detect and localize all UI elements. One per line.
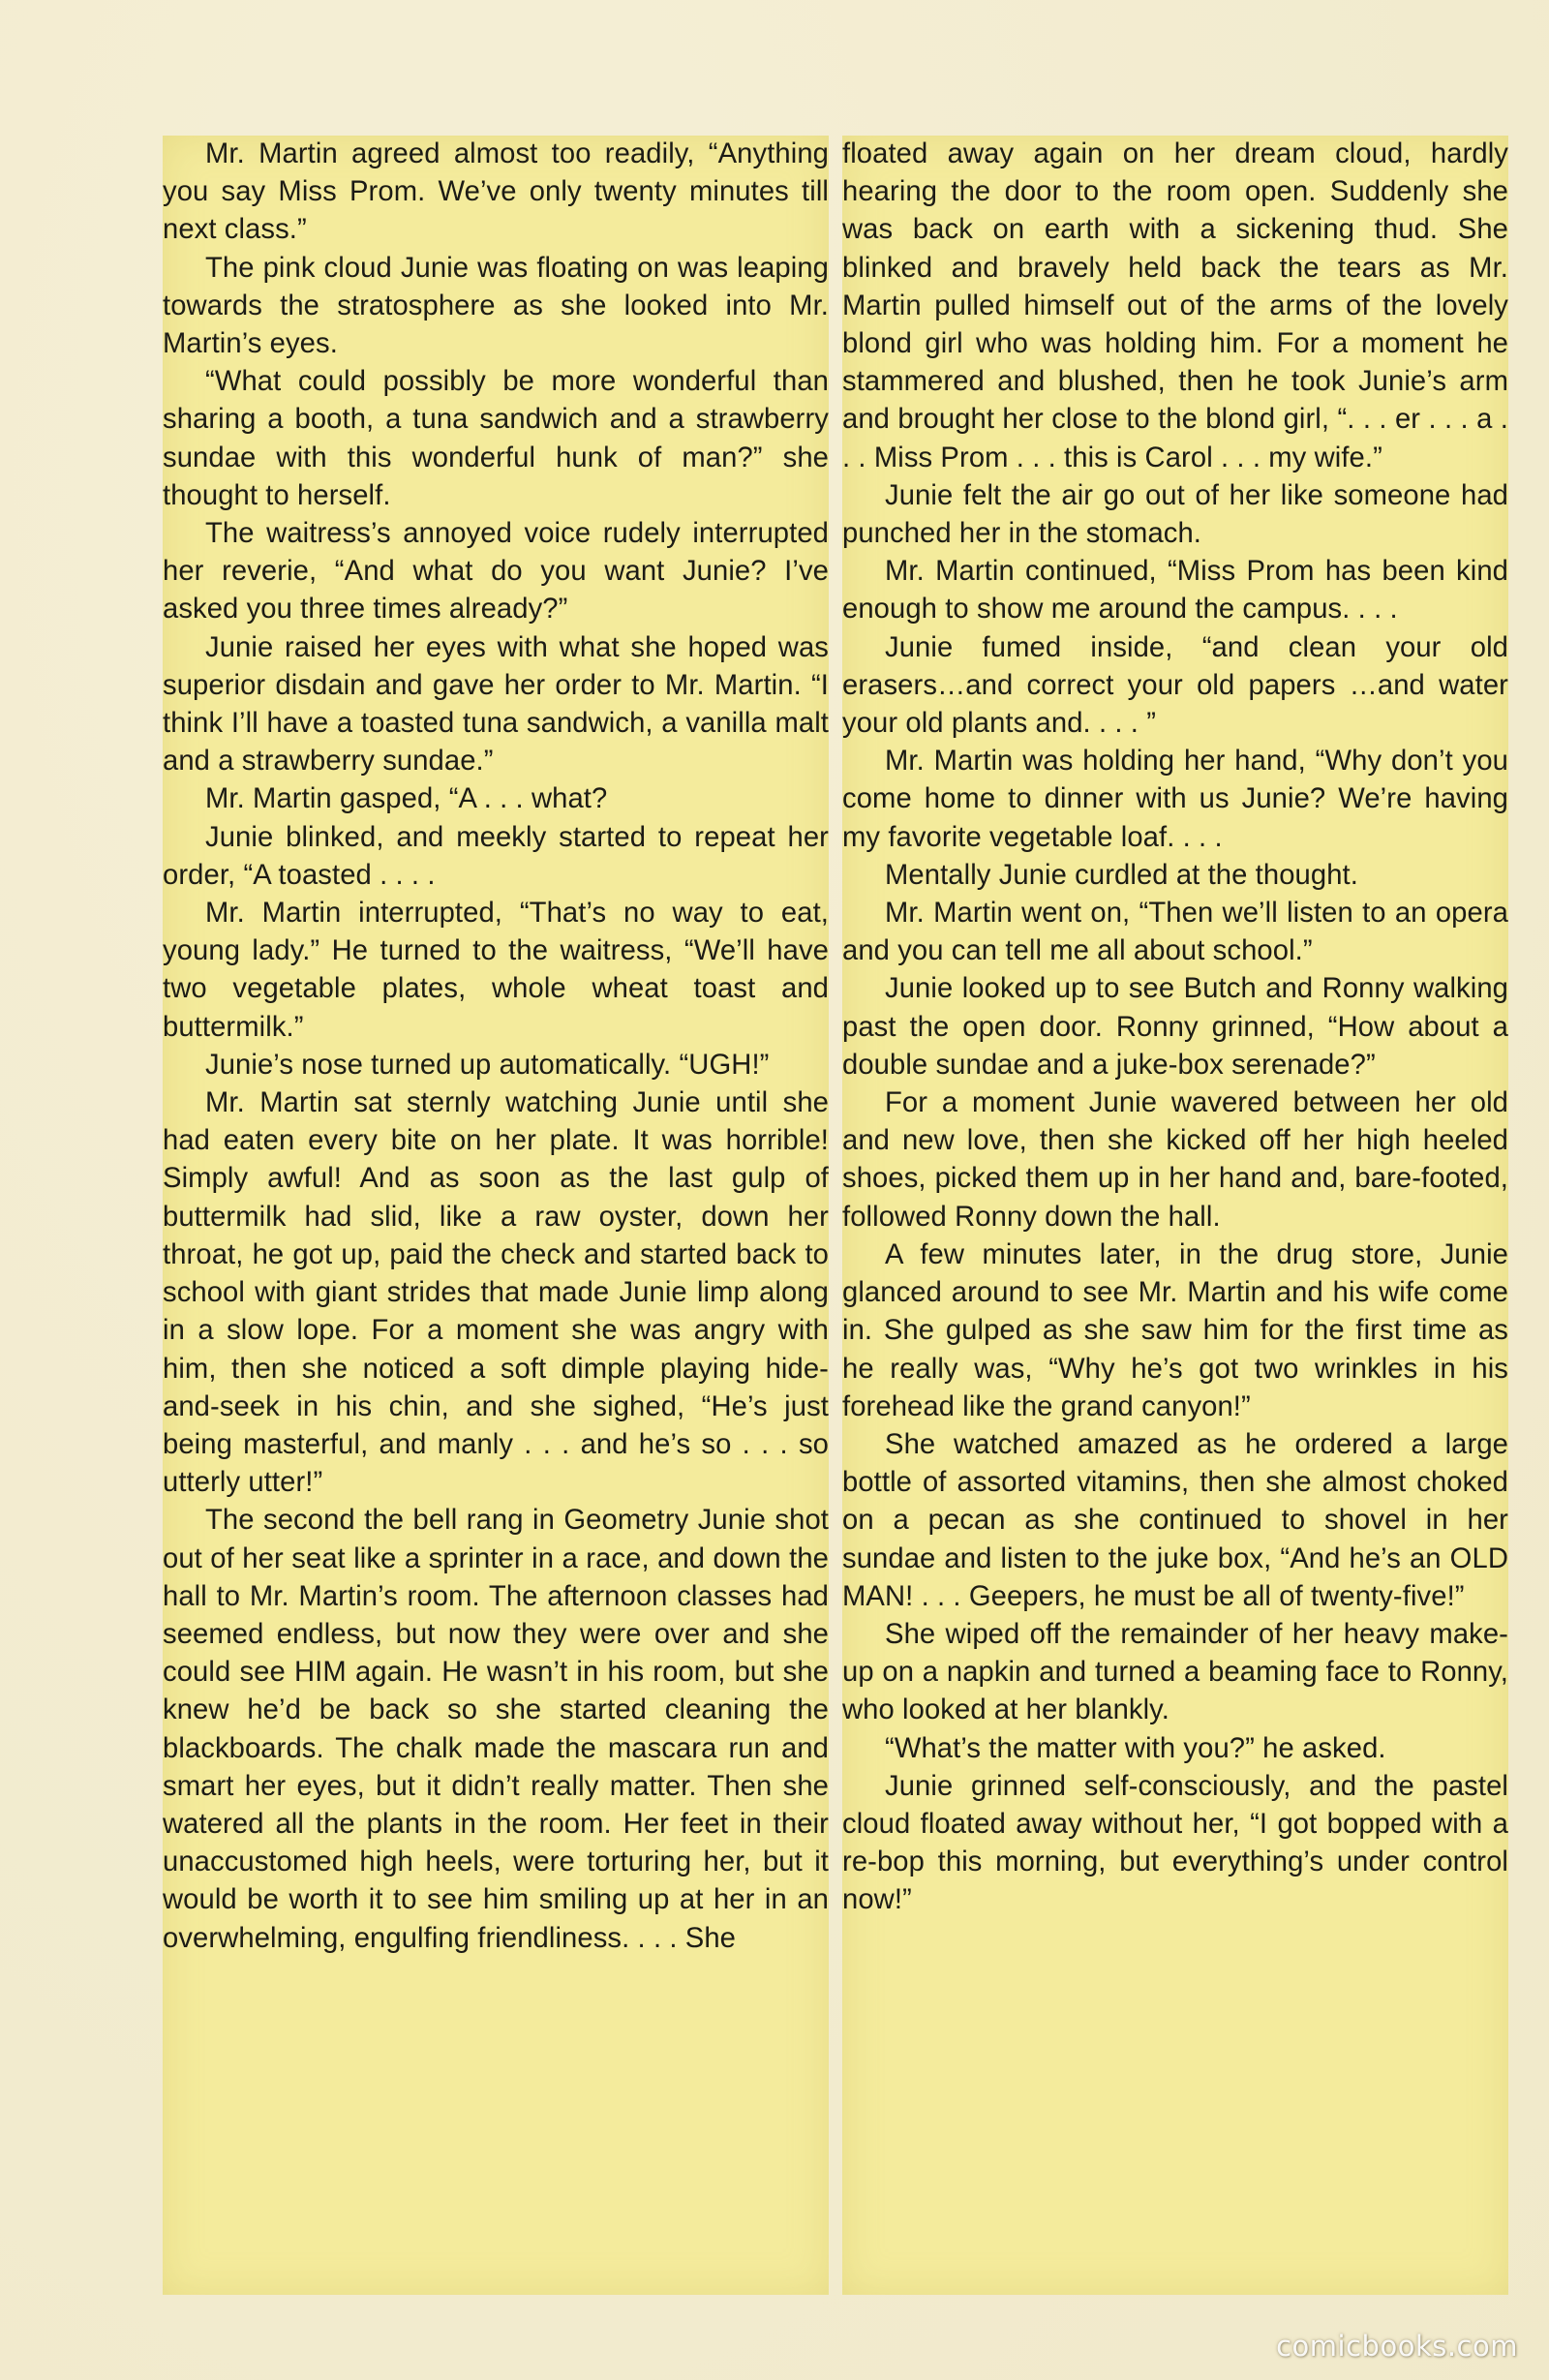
paragraph: The waitress’s annoyed voice rudely interrupted her reverie, “And what do you want Junie? I’ve asked you three times already?”	[163, 518, 829, 626]
paragraph: Junie’s nose turned up automatically. “UGH!”	[205, 1049, 770, 1081]
paragraph: For a moment Junie wavered between her old and new love, then she kicked off her high heeled shoes, picked them up in her hand and, bare-footed, followed Ronny down the hall.	[842, 1087, 1508, 1233]
paragraph: Mentally Junie curdled at the thought.	[885, 859, 1358, 891]
paragraph: Mr. Martin agreed almost too readily, “Anything you say Miss Prom. We’ve only twenty minutes till next class.”	[163, 138, 829, 246]
paragraph: Mr. Martin sat sternly watching Junie until she had eaten every bite on her plate. It was horrible! Simply awful! And as soon as the last gulp of buttermilk had slid, like a raw oyster, down her throat, he got up, paid the check and started back to school with giant strides that made Junie limp along in a slow lope. For a moment she was angry with him, then she noticed a soft dimple playing hide-and-seek in his chin, and she sighed, “He’s just being masterful, and manly . . . and he’s so . . . so utterly utter!”	[163, 1087, 829, 1499]
paragraph-continuation: floated away again on her dream cloud, hardly hearing the door to the room open. Suddenly she was back on earth with a sickening thud. She blinked and bravely held back the tears as Mr. Martin pulled himself out of the arms of the lovely blond girl who was holding him. For a moment he stammered and blushed, then he took Junie’s arm and brought her close to the blond girl, “. . . er . . . a . . . Miss Prom . . . this is Carol . . . my wife.”	[842, 138, 1508, 473]
paragraph: Junie looked up to see Butch and Ronny walking past the open door. Ronny grinned, “How about a double sundae and a juke-box serenade?”	[842, 973, 1508, 1081]
paragraph: “What’s the matter with you?” he asked.	[885, 1732, 1386, 1764]
paragraph: Junie grinned self-consciously, and the pastel cloud floated away without her, “I got bopped with a re-bop this morning, but everything’s under control now!”	[842, 1770, 1508, 1916]
paragraph: “What could possibly be more wonderful than sharing a booth, a tuna sandwich and a strawberry sundae with this wonderful hunk of man?” she thought to herself.	[163, 366, 829, 511]
paragraph: Mr. Martin gasped, “A . . . what?	[205, 783, 608, 815]
paragraph: The second the bell rang in Geometry Junie shot out of her seat like a sprinter in a race, and down the hall to Mr. Martin’s room. The afternoon classes had seemed endless, but now they were over and she could see HIM again. He wasn’t in his room, but she knew he’d be back so she started cleaning the blackboards. The chalk made the mascara run and smart her eyes, but it didn’t really matter. Then she watered all the plants in the room. Her feet in their unaccustomed high heels, were torturing her, but it would be worth it to see him smiling up at her in an overwhelming, engulfing friendliness. . . . She	[163, 1505, 829, 1954]
paragraph: She watched amazed as he ordered a large bottle of assorted vitamins, then she almost choked on a pecan as she continued to shovel in her sundae and listen to the juke box, “And he’s an OLD MAN! . . . Geepers, he must be all of twenty-five!”	[842, 1428, 1508, 1612]
paragraph: Mr. Martin interrupted, “That’s no way to eat, young lady.” He turned to the waitress, “We’ll have two vegetable plates, whole wheat toast and buttermilk.”	[163, 898, 829, 1043]
paragraph: Junie raised her eyes with what she hoped was superior disdain and gave her order to Mr. Martin. “I think I’ll have a toasted tuna sandwich, a vanilla malt and a strawberry sundae.”	[163, 631, 829, 778]
paragraph: Mr. Martin continued, “Miss Prom has been kind enough to show me around the campus. . . .	[842, 556, 1508, 626]
site-watermark: comicbooks.com	[1276, 2330, 1518, 2363]
paragraph: Junie blinked, and meekly started to repeat her order, “A toasted . . . .	[163, 821, 829, 891]
paragraph: Mr. Martin was holding her hand, “Why don’t you come home to dinner with us Junie? We’re having my favorite vegetable loaf. . . .	[842, 746, 1508, 853]
paragraph: Junie felt the air go out of her like someone had punched her in the stomach.	[842, 479, 1508, 550]
paragraph: She wiped off the remainder of her heavy make-up on a napkin and turned a beaming face to Ronny, who looked at her blankly.	[842, 1618, 1508, 1726]
left-text-column	[163, 136, 829, 2295]
paragraph: Junie fumed inside, “and clean your old erasers…and correct your old papers …and water your old plants and. . . . ”	[842, 631, 1508, 740]
right-text-column	[842, 136, 1508, 2295]
paragraph: Mr. Martin went on, “Then we’ll listen to an opera and you can tell me all about school.”	[842, 898, 1508, 967]
paragraph: The pink cloud Junie was floating on was leaping towards the stratosphere as she looked into Mr. Martin’s eyes.	[163, 252, 829, 360]
paragraph: A few minutes later, in the drug store, Junie glanced around to see Mr. Martin and his wife come in. She gulped as she saw him for the first time as he really was, “Why he’s got two wrinkles in his forehead like the grand canyon!”	[842, 1238, 1508, 1422]
